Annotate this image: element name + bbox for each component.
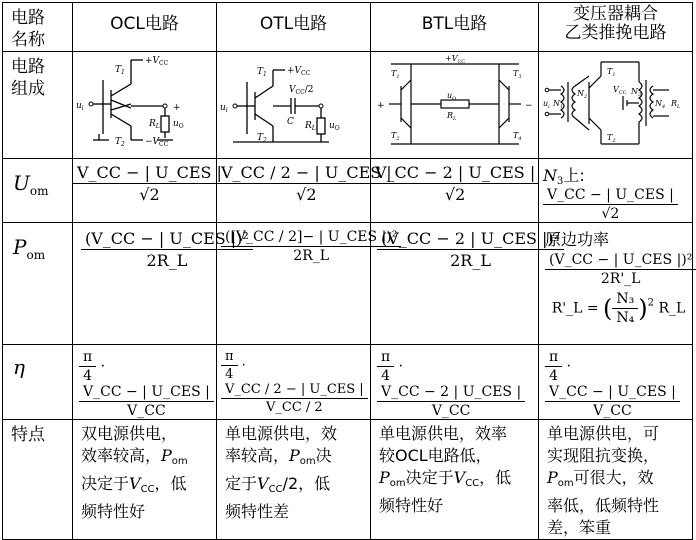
- uom-row: [3, 159, 693, 223]
- btl-rl-label: $R_L$: [447, 111, 457, 122]
- ocl-plus: +: [173, 103, 181, 113]
- otl-c-label: C: [287, 117, 294, 127]
- btl-t1-label: $T_1$: [391, 69, 400, 80]
- otl-circuit-diagram: [217, 52, 371, 154]
- header-row: [3, 3, 693, 52]
- tr-n2-label: $N_2$: [577, 89, 588, 100]
- ocl-ui-label: $u_i$: [76, 101, 84, 112]
- pom-label: $P_{om}$: [3, 223, 73, 345]
- otl-rl-label: $R_L$: [305, 121, 316, 132]
- header-otl: OTL电路: [217, 3, 371, 52]
- eta-row: [3, 345, 693, 420]
- btl-t4-label: $T_4$: [513, 131, 522, 142]
- btl-circuit-diagram: [371, 52, 539, 154]
- comparison-table: [2, 2, 693, 540]
- btl-circuit-cell: [371, 52, 539, 159]
- transformer-circuit-cell: [539, 52, 693, 159]
- tr-t2-label: $T_2$: [607, 133, 616, 144]
- otl-t2-label: $T_2$: [257, 133, 267, 144]
- transformer-features: 单电源供电，可 实现阻抗变换， $P_{om}$可很大，效 率低，低频特性 差，笨重: [539, 420, 693, 540]
- ocl-t1-label: $T_1$: [115, 65, 125, 76]
- btl-minus: −: [525, 101, 533, 111]
- btl-vcc-label: $+V_{CC}$: [445, 54, 466, 65]
- tr-rl-label: $R_L$: [671, 99, 681, 110]
- transformer-eta: $\frac{\pi}{4}$ · $\frac{\text{V\_CC − | U\_CES |}}{V\_CC}$: [539, 345, 693, 420]
- btl-uo-label: $u_O$: [447, 91, 457, 102]
- composition-row: [3, 52, 693, 159]
- ocl-uom: $\frac{\text{V\_CC − | U\_CES |}}{√2}$: [73, 159, 217, 223]
- tr-n3-label: $N_3$: [631, 87, 642, 98]
- ocl-pom: $\frac{\text{(V\_CC − | U\_CES |)²}}{2R\_L}$: [73, 223, 217, 345]
- tr-vcc-label: $V_{CC}$: [613, 85, 627, 96]
- transformer-ratio: R'_L = ( $\frac{\text{N₃}}{\text{N₄}}$ )$^2$ R_L: [551, 291, 686, 326]
- ocl-rl-label: $R_L$: [149, 119, 160, 130]
- btl-t2-label: $T_2$: [391, 131, 400, 142]
- otl-t1-label: $T_1$: [257, 67, 267, 78]
- feature-label: 特点: [3, 420, 73, 540]
- pom-row: [3, 223, 693, 345]
- tr-ui-label: $u_i$: [543, 99, 550, 110]
- btl-t3-label: $T_3$: [513, 69, 522, 80]
- btl-features: 单电源供电，效率 较OCL电路低， $P_{om}$决定于$V_{CC}$，低 频特性好: [371, 420, 539, 540]
- ocl-vcc-label: $+V_{CC}$: [145, 56, 169, 67]
- tr-n1-label: $N_1$: [553, 99, 564, 110]
- ocl-uo-label: $u_O$: [173, 119, 184, 130]
- otl-uo-label: $u_O$: [329, 121, 340, 132]
- btl-uom: $\frac{\text{V\_CC − 2 | U\_CES |}}{√2}$: [371, 159, 539, 223]
- btl-pom: $\frac{\text{(V\_CC − 2 | U\_CES |)²}}{2R\_L}$: [371, 223, 539, 345]
- otl-vcc-label: $+V_{CC}$: [287, 66, 311, 77]
- otl-features: 单电源供电，效 率较高，$P_{om}$决 定于$V_{CC}/2$，低 频特性差: [217, 420, 371, 540]
- ocl-eta: $\frac{\pi}{4}$ · $\frac{\text{V\_CC − | U\_CES |}}{V\_CC}$: [73, 345, 217, 420]
- transformer-uom: $N_3$上: $\frac{\text{V\_CC − | U\_CES |}}{√2}$: [539, 159, 693, 223]
- otl-pom: $\frac{\text{([V\_CC / 2]− | U\_CES |)²}}{2R\_L}$: [217, 223, 371, 345]
- btl-plus: +: [377, 101, 385, 111]
- otl-half-label: $V_{CC}/2$: [289, 85, 314, 96]
- header-col0: 电路 名称: [3, 3, 73, 52]
- eta-label: η: [3, 345, 73, 420]
- feature-row: [3, 420, 693, 540]
- ocl-t2-label: $T_2$: [115, 137, 125, 148]
- otl-circuit-cell: [217, 52, 371, 159]
- otl-uom: $\frac{\text{V\_CC / 2 − | U\_CES |}}{√2}$: [217, 159, 371, 223]
- header-btl: BTL电路: [371, 3, 539, 52]
- ocl-vee-label: $-V_{CC}$: [145, 137, 169, 148]
- ocl-features: 双电源供电， 效率较高，$P_{om}$ 决定于$V_{CC}$，低 频特性好: [73, 420, 217, 540]
- otl-eta: $\frac{\pi}{4}$ · $\frac{\text{V\_CC / 2 − | U\_CES |}}{V\_CC / 2}$: [217, 345, 371, 420]
- header-ocl: OCL电路: [73, 3, 217, 52]
- otl-ui-label: $u_i$: [220, 103, 228, 114]
- transformer-pom: 原边功率 $\frac{\text{(V\_CC − | U\_CES |)²}}{2R'\_L}$ R'_L = ( $\frac{\text{N₃}}{\text{N₄}}$ )$^2$ R_L: [539, 223, 693, 345]
- composition-label: 电路 组成: [3, 52, 73, 159]
- transformer-circuit-diagram: [539, 52, 693, 154]
- btl-eta: $\frac{\pi}{4}$ · $\frac{\text{V\_CC − 2 | U\_CES |}}{V\_CC}$: [371, 345, 539, 420]
- ocl-circuit-cell: [73, 52, 217, 159]
- tr-n4-label: $N_4$: [655, 99, 666, 110]
- transformer-pom-title: 原边功率: [545, 230, 610, 249]
- uom-label: $U_{om}$: [3, 159, 73, 223]
- tr-t1-label: $T_1$: [607, 67, 616, 78]
- header-transformer: 变压器耦合 乙类推挽电路: [539, 3, 693, 52]
- ocl-circuit-diagram: [73, 52, 217, 154]
